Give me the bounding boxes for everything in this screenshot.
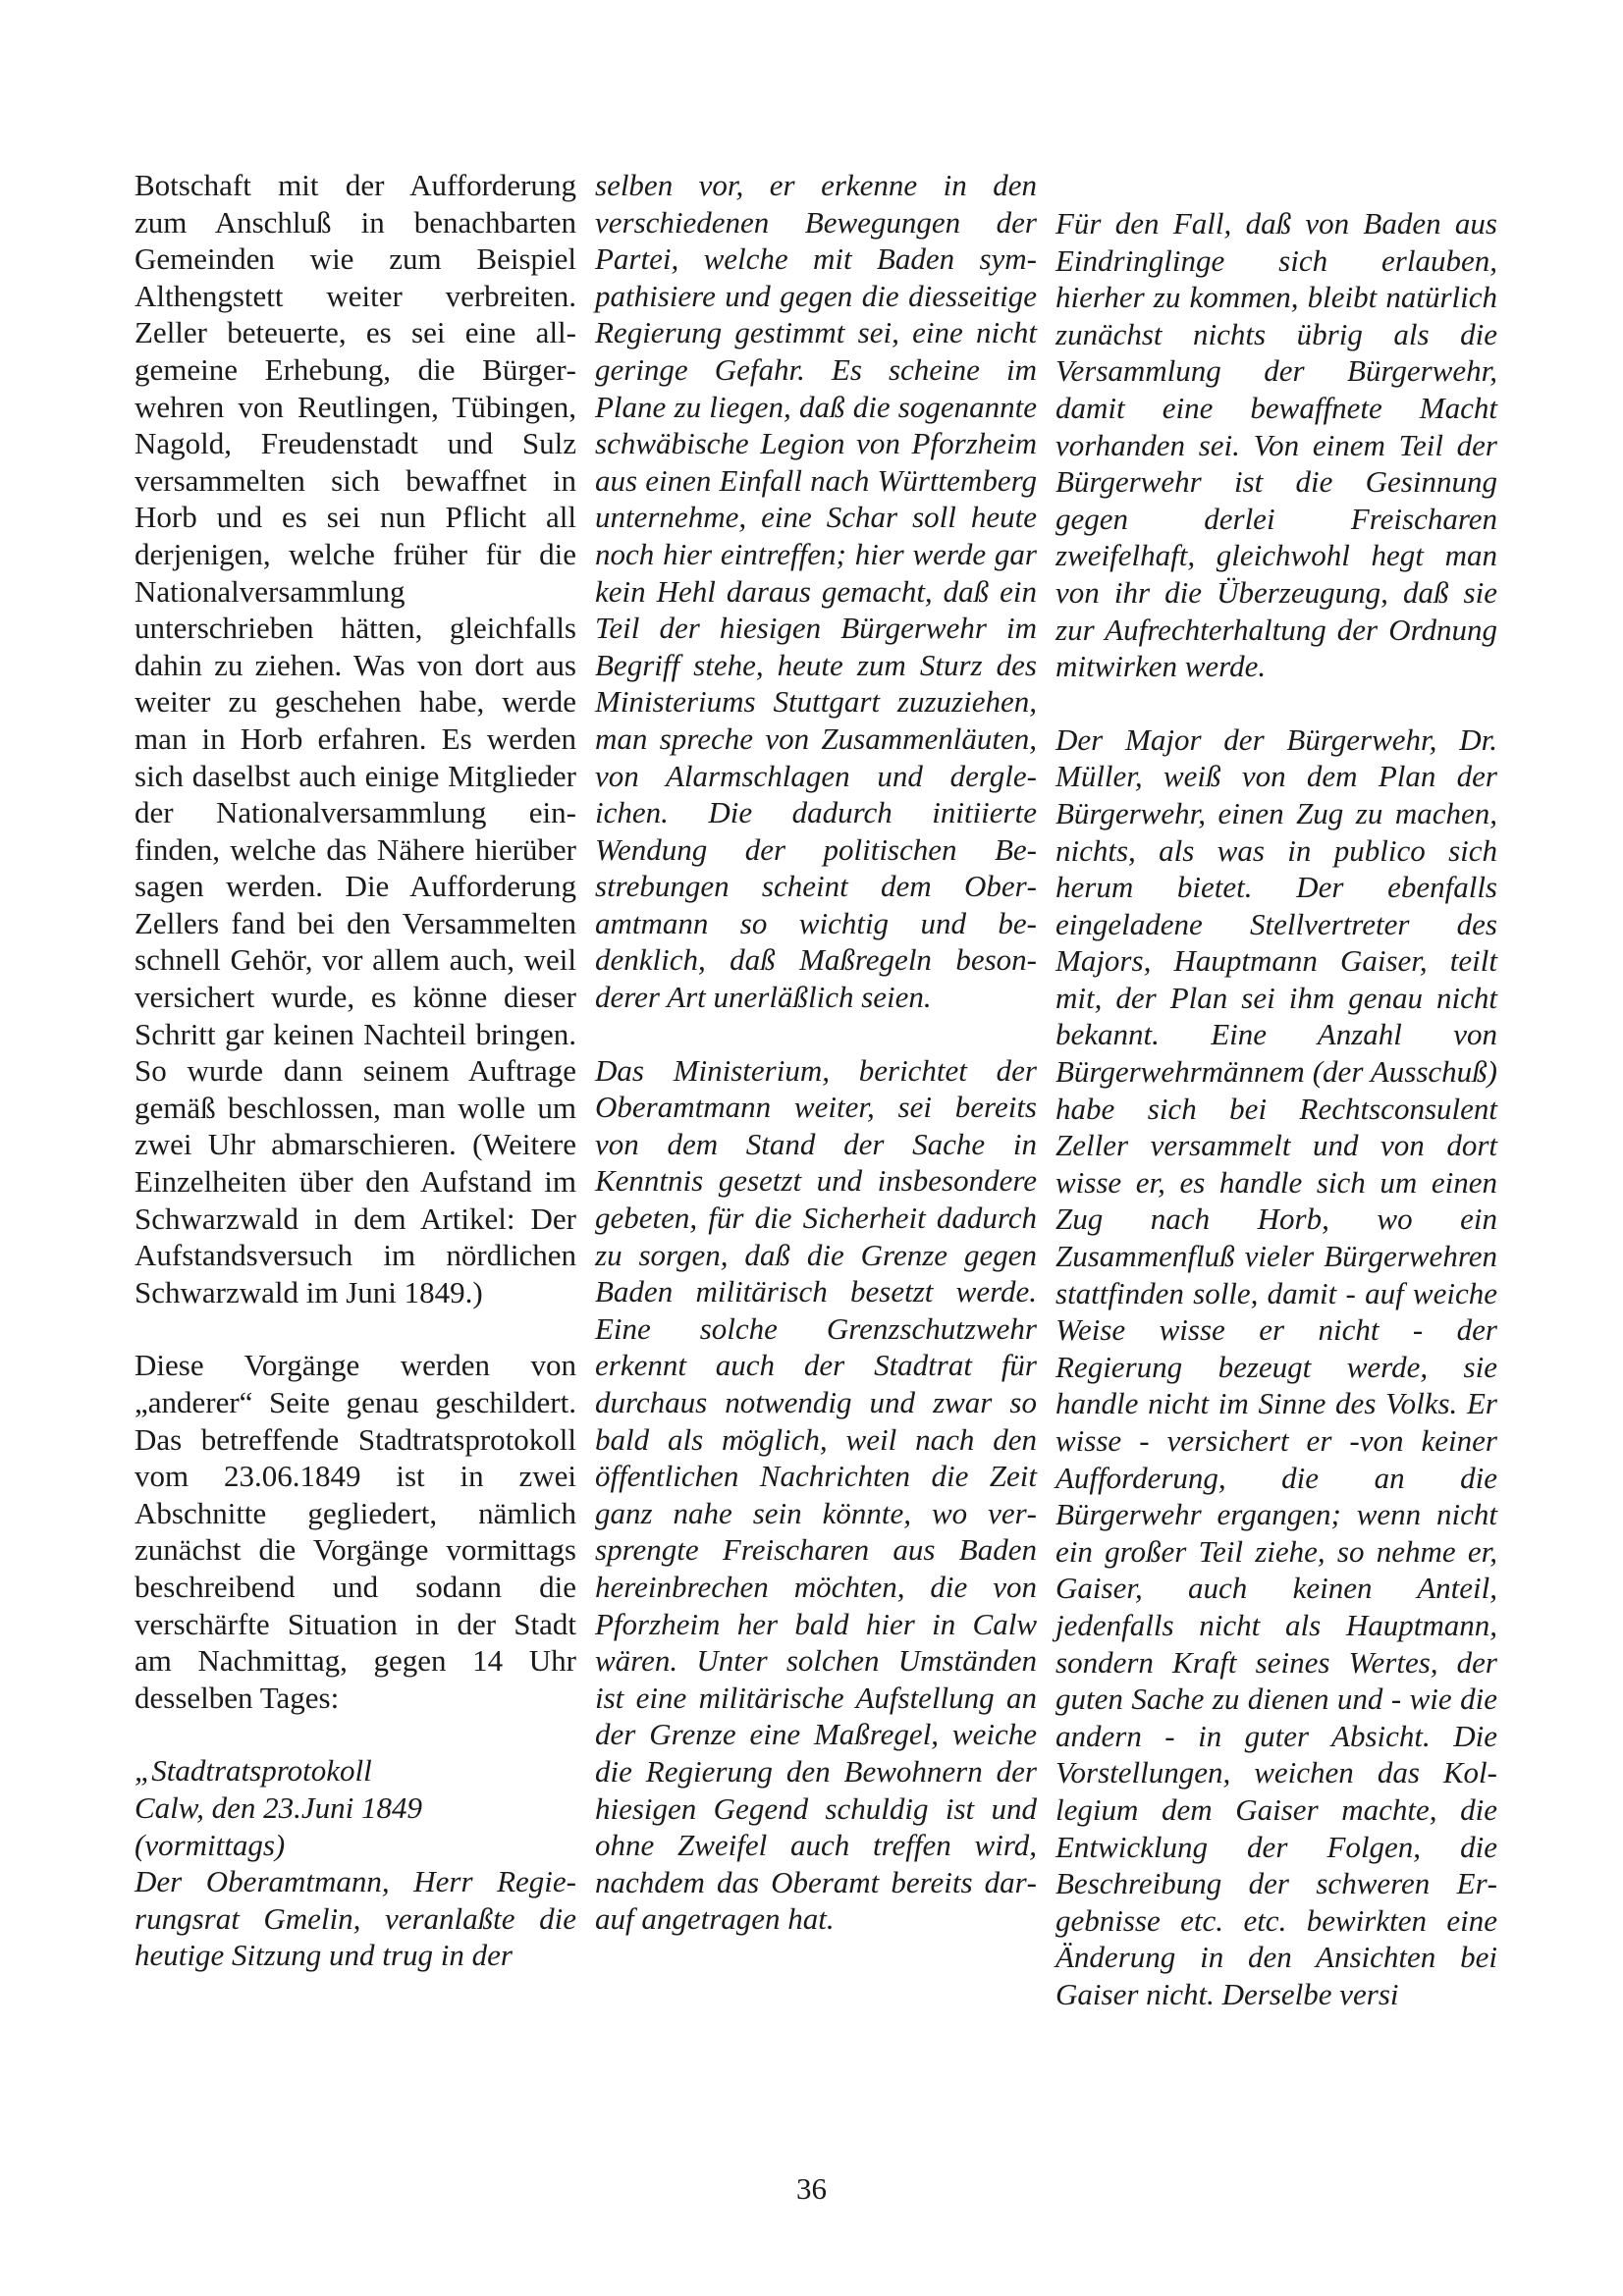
text-column-2	[595, 167, 1037, 1938]
protocol-date: Calw, den 23.Juni 1849	[135, 1789, 423, 1825]
page-number: 36	[796, 2171, 827, 2206]
text-column-1	[135, 167, 576, 1974]
protocol-session: (vormittags)	[135, 1827, 286, 1862]
paragraph: selben vor, er erkenne in den verschiedenen Bewegungen der Partei, welche mit Baden sympathisiere und gegen die diesseitige Regierung gestimmt sei, eine nicht geringe Gefahr. Es scheine im Plane zu liegen, daß die sogenannte schwäbische Legion von Pforzheim aus einen Einfall nach Württemberg unternehme, eine Schar soll heute noch hier eintreffen; hier werde gar kein Hehl daraus gemacht, daß ein Teil der hiesigen Bürgerwehr im Begriff stehe, heute zum Sturz des Ministeriums Stuttgart zuzuziehen, man spreche von Zusammenläuten, von Alarmschlagen und dergleichen. Die dadurch initiierte Wendung der politischen Bestrebungen scheint dem Oberamtmann so wichtig und bedenklich, daß Maßregeln besonderer Art unerläßlich seien.	[595, 168, 1037, 1015]
text-column-3	[1055, 205, 1497, 2013]
paragraph: Das Ministerium, berichtet der Oberamtmann weiter, sei bereits von dem Stand der Sache in Kenntnis gesetzt und insbesondere gebeten, für die Sicherheit dadurch zu sorgen, daß die Grenze gegen Baden militärisch besetzt werde. Eine solche Grenzschutzwehr erkennt auch der Stadtrat für durchaus notwendig und zwar so bald als möglich, weil nach den öffentlichen Nachrichten die Zeit ganz nahe sein könnte, wo versprengte Freischaren aus Baden hereinbrechen möchten, die von Pforzheim her bald hier in Calw wären. Unter solchen Umständen ist eine militärische Aufstellung an der Grenze eine Maßregel, weiche die Regierung den Bewohnern der hiesigen Gegend schuldig ist und ohne Zweifel auch treffen wird, nachdem das Oberamt bereits darauf angetragen hat.	[595, 1052, 1037, 1937]
paragraph: Botschaft mit der Aufforderung zum Anschluß in benachbarten Gemeinden wie zum Beispiel Althengstett weiter verbreiten. Zeller beteuerte, es sei eine allgemeine Erhebung, die Bürgerwehren von Reutlingen, Tübingen, Nagold, Freudenstadt und Sulz versammelten sich bewaffnet in Horb und es sei nun Pflicht all derjenigen, welche früher für die Nationalversammlung unterschrieben hätten, gleichfalls dahin zu ziehen. Was von dort aus weiter zu geschehen habe, werde man in Horb erfahren. Es werden sich daselbst auch einige Mitglieder der Nationalversammlung einfinden, welche das Nähere hierüber sagen werden. Die Aufforderung Zellers fand bei den Versammelten schnell Gehör, vor allem auch, weil versichert wurde, es könne dieser Schritt gar keinen Nachteil bringen. So wurde dann seinem Auftrage gemäß beschlossen, man wolle um zwei Uhr abmarschieren. (Weitere Einzelheiten über den Aufstand im Schwarzwald in dem Artikel: Der Aufstandsversuch im nördlichen Schwarzwald im Juni 1849.)	[135, 168, 576, 1309]
protocol-title: „Stadtratsprotokoll	[135, 1753, 372, 1789]
paragraph: Für den Fall, daß von Baden aus Eindringlinge sich erlauben, hierher zu kommen, bleibt natürlich zunächst nichts übrig als die Versammlung der Bürgerwehr, damit eine bewaffnete Macht vorhanden sei. Von einem Teil der Bürgerwehr ist die Gesinnung gegen derlei Freischaren zweifelhaft, gleichwohl hegt man von ihr die Überzeugung, daß sie zur Aufrechterhaltung der Ordnung mitwirken werde.	[1055, 206, 1497, 684]
paragraph: Diese Vorgänge werden von „anderer“ Seite genau geschildert. Das betreffende Stadtratsprotokoll vom 23.06.1849 ist in zwei Abschnitte gegliedert, nämlich zunächst die Vorgänge vormittags beschreibend und sodann die verschärfte Situation in der Stadt am Nachmittag, gegen 14 Uhr desselben Tages:	[135, 1348, 576, 1715]
paragraph: Der Major der Bürgerwehr, Dr. Müller, weiß von dem Plan der Bürgerwehr, einen Zug zu machen, nichts, als was in publico sich herum bietet. Der ebenfalls eingeladene Stellvertreter des Majors, Hauptmann Gaiser, teilt mit, der Plan sei ihm genau nicht bekannt. Eine Anzahl von Bürgerwehrmännem (der Ausschuß) habe sich bei Rechtsconsulent Zeller versammelt und von dort wisse er, es handle sich um einen Zug nach Horb, wo ein Zusammenfluß vieler Bürgerwehren stattfinden solle, damit - auf weiche Weise wisse er nicht - der Regierung bezeugt werde, sie handle nicht im Sinne des Volks. Er wisse - versichert er -von keiner Aufforderung, die an die Bürgerwehr ergangen; wenn nicht ein großer Teil ziehe, so nehme er, Gaiser, auch keinen Anteil, jedenfalls nicht als Hauptmann, sondern Kraft seines Wertes, der guten Sache zu dienen und - wie die andern - in guter Absicht. Die Vorstellungen, weichen das Kollegium dem Gaiser machte, die Entwicklung der Folgen, die Beschreibung der schweren Ergebnisse etc. etc. bewirkten eine Änderung in den Ansichten bei Gaiser nicht. Derselbe versi	[1055, 721, 1497, 2011]
protocol-quote	[135, 1752, 576, 1974]
protocol-text: Der Oberamtmann, Herr Regierungsrat Gmelin, veranlaßte die heutige Sitzung und trug in der	[135, 1864, 576, 1973]
